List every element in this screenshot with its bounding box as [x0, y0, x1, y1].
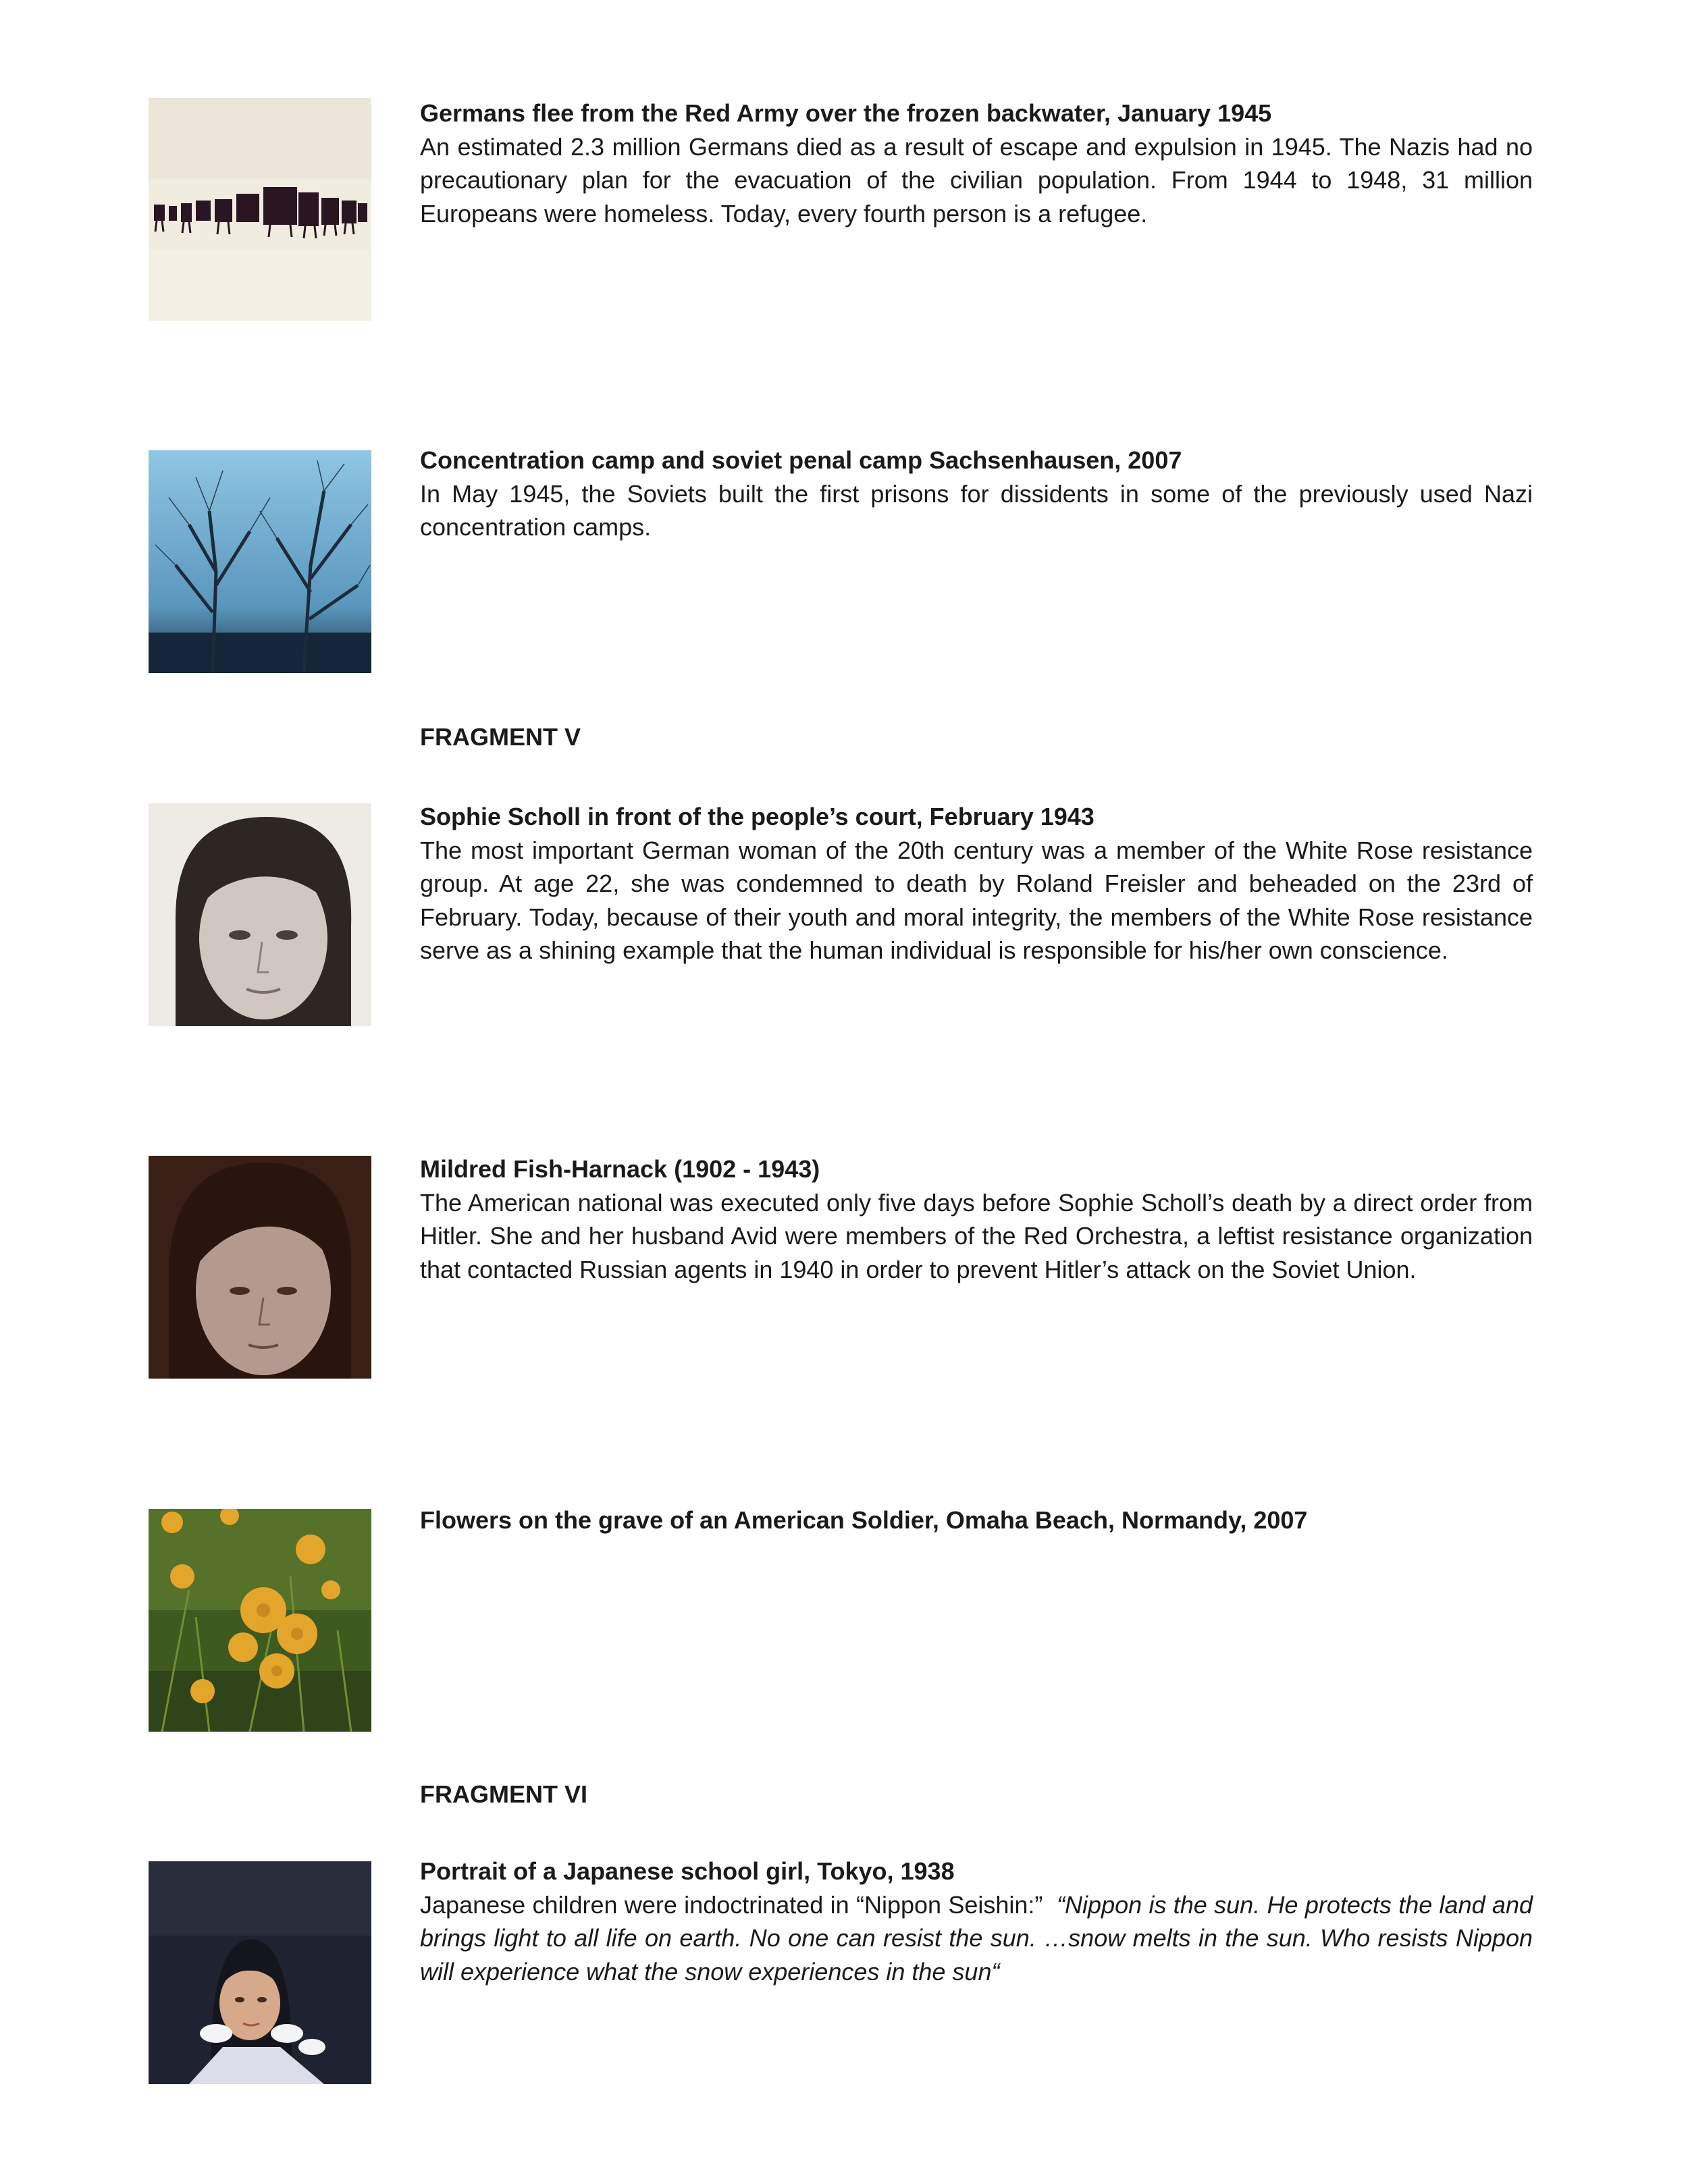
entry-title: Sophie Scholl in front of the people’s court, February 1943 [420, 803, 1094, 830]
entry-body: An estimated 2.3 million Germans died as a result of escape and expulsion in 1945. The Nazis had no precautionary plan for the evacuation of the civilian population. From 1944 to 1948, 31 million Europeans were homeless. Today, every fourth person is a refugee. [420, 132, 1533, 228]
fragment-heading: FRAGMENT V [420, 723, 581, 751]
sophie-scholl-image [149, 803, 371, 1026]
entry-body: In May 1945, the Soviets built the first prisons for dissidents in some of the previously used Nazi concentration camps. [420, 479, 1533, 541]
entry-refugee-trek [420, 97, 1533, 230]
mildred-fish-harnack-image [149, 1156, 371, 1379]
mildred-fish-harnack-portrait [149, 1156, 371, 1379]
entry-body: The most important German woman of the 20th century was a member of the White Rose resistance group. At age 22, she was condemned to death by Roland Freisler and beheaded on the 23rd of February. Today, because of their youth and moral integrity, the members of the White Rose resistance serve as a shining example that the human individual is responsible for his/her own conscience. [420, 836, 1533, 964]
fragment-heading: FRAGMENT VI [420, 1780, 587, 1808]
entry-sachsenhausen [420, 444, 1533, 544]
entry-sophie-scholl [420, 800, 1533, 967]
entry-title: Flowers on the grave of an American Soldier, Omaha Beach, Normandy, 2007 [420, 1506, 1308, 1534]
sophie-scholl-portrait [149, 803, 371, 1026]
yellow-flowers-photo [149, 1509, 371, 1732]
birch-trees-image [149, 450, 371, 673]
entry-title: Germans flee from the Red Army over the frozen backwater, January 1945 [420, 99, 1272, 127]
birch-trees-photo [149, 450, 371, 673]
japanese-school-girl-image [149, 1861, 371, 2084]
refugee-trek-photo [149, 98, 371, 321]
entry-title: Mildred Fish-Harnack (1902 - 1943) [420, 1155, 820, 1183]
entry-body: The American national was executed only five days before Sophie Scholl’s death by a direct order from Hitler. She and her husband Avid were members of the Red Orchestra, a leftist resistance organization that contacted Russian agents in 1940 in order to prevent Hitler’s attack on the Soviet Union. [420, 1188, 1533, 1283]
entry-japanese-school-girl [420, 1855, 1533, 1988]
entry-title: Concentration camp and soviet penal camp Sachsenhausen, 2007 [420, 446, 1182, 474]
refugee-trek-image [149, 98, 371, 321]
entry-omaha-beach [420, 1503, 1533, 1537]
entry-mildred-fish-harnack [420, 1152, 1533, 1286]
entry-quote: “Nippon is the sun. He protects the land and brings light to all life on earth. No one can resist the sun. …snow melts in the sun. Who resists Nippon will experience what the snow experiences in the sun“ [420, 1890, 1533, 1986]
entry-body-text: Japanese children were indoctrinated in “Nippon Seishin:” [420, 1890, 1043, 1919]
entry-body [420, 1888, 1533, 1989]
japanese-school-girl-portrait [149, 1861, 371, 2084]
yellow-flowers-image [149, 1509, 371, 1732]
entry-title: Portrait of a Japanese school girl, Tokyo, 1938 [420, 1857, 955, 1885]
